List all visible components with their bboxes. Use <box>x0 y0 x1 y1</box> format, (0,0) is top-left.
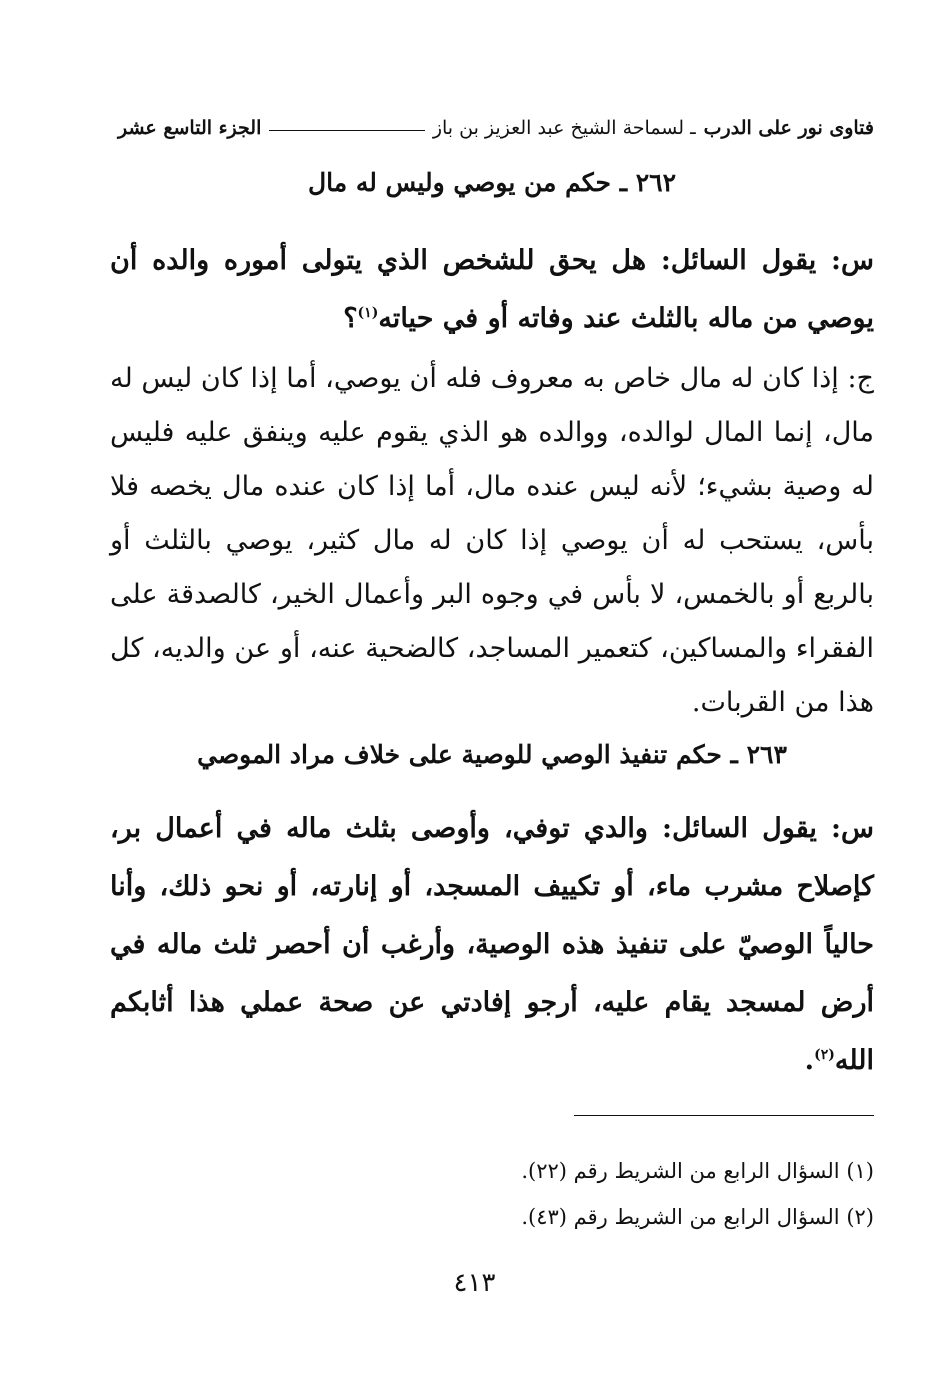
footnote-divider <box>574 1115 874 1116</box>
footnote-item: (٢) السؤال الرابع من الشريط رقم (٤٣). <box>521 1205 874 1229</box>
page-number: ٤١٣ <box>453 1268 496 1298</box>
book-title: فتاوى نور على الدرب <box>703 117 874 139</box>
question-text <box>110 800 874 1090</box>
footnote-item: (١) السؤال الرابع من الشريط رقم (٢٢). <box>521 1159 874 1183</box>
section-title: ٢٦٣ ـ حكم تنفيذ الوصي للوصية على خلاف مراد الموصي <box>197 740 787 769</box>
footnote-marker: (١) <box>357 305 379 321</box>
author-name: ـ لسماحة الشيخ عبد العزيز بن باز <box>432 117 696 139</box>
running-header <box>118 108 874 148</box>
question-body: س: يقول السائل: والدي توفي، وأوصى بثلث ماله في أعمال بر، كإصلاح مشرب ماء، أو تكييف المسجد، أو إنارته، أو نحو ذلك، وأنا حالياً الوصيّ على تنفيذ هذه الوصية، وأرغب أن أحصر ثلث ماله في أرض لمسجد يقام عليه، أرجو إفادتي عن صحة عملي هذا أثابكم الله <box>110 813 874 1076</box>
volume-label: الجزء التاسع عشر <box>118 117 262 139</box>
question-end: ؟ <box>343 303 358 334</box>
footnotes <box>110 1148 874 1240</box>
question-text <box>110 232 874 348</box>
section-title: ٢٦٢ ـ حكم من يوصي وليس له مال <box>307 168 677 197</box>
question-body: س: يقول السائل: هل يحق للشخص الذي يتولى أموره والده أن يوصي من ماله بالثلث عند وفاته أو في حياته <box>110 245 874 334</box>
answer-text: ج: إذا كان له مال خاص به معروف فله أن يوصي، أما إذا كان ليس له مال، إنما المال لوالده، ووالده هو الذي يقوم عليه وينفق عليه فليس له وصية بشيء؛ لأنه ليس عنده مال، أما إذا كان عنده مال يخصه فلا بأس، يستحب له أن يوصي إذا كان له مال كثير، يوصي بالثلث أو بالربع أو بالخمس، لا بأس في وجوه البر وأعمال الخير، كالصدقة على الفقراء والمساكين، كتعمير المساجد، كالضحية عنه، أو عن والديه، كل هذا من القربات. <box>110 363 874 718</box>
footnote-marker: (٢) <box>814 1047 835 1063</box>
header-rule <box>269 130 424 131</box>
question-end: . <box>804 1045 815 1076</box>
